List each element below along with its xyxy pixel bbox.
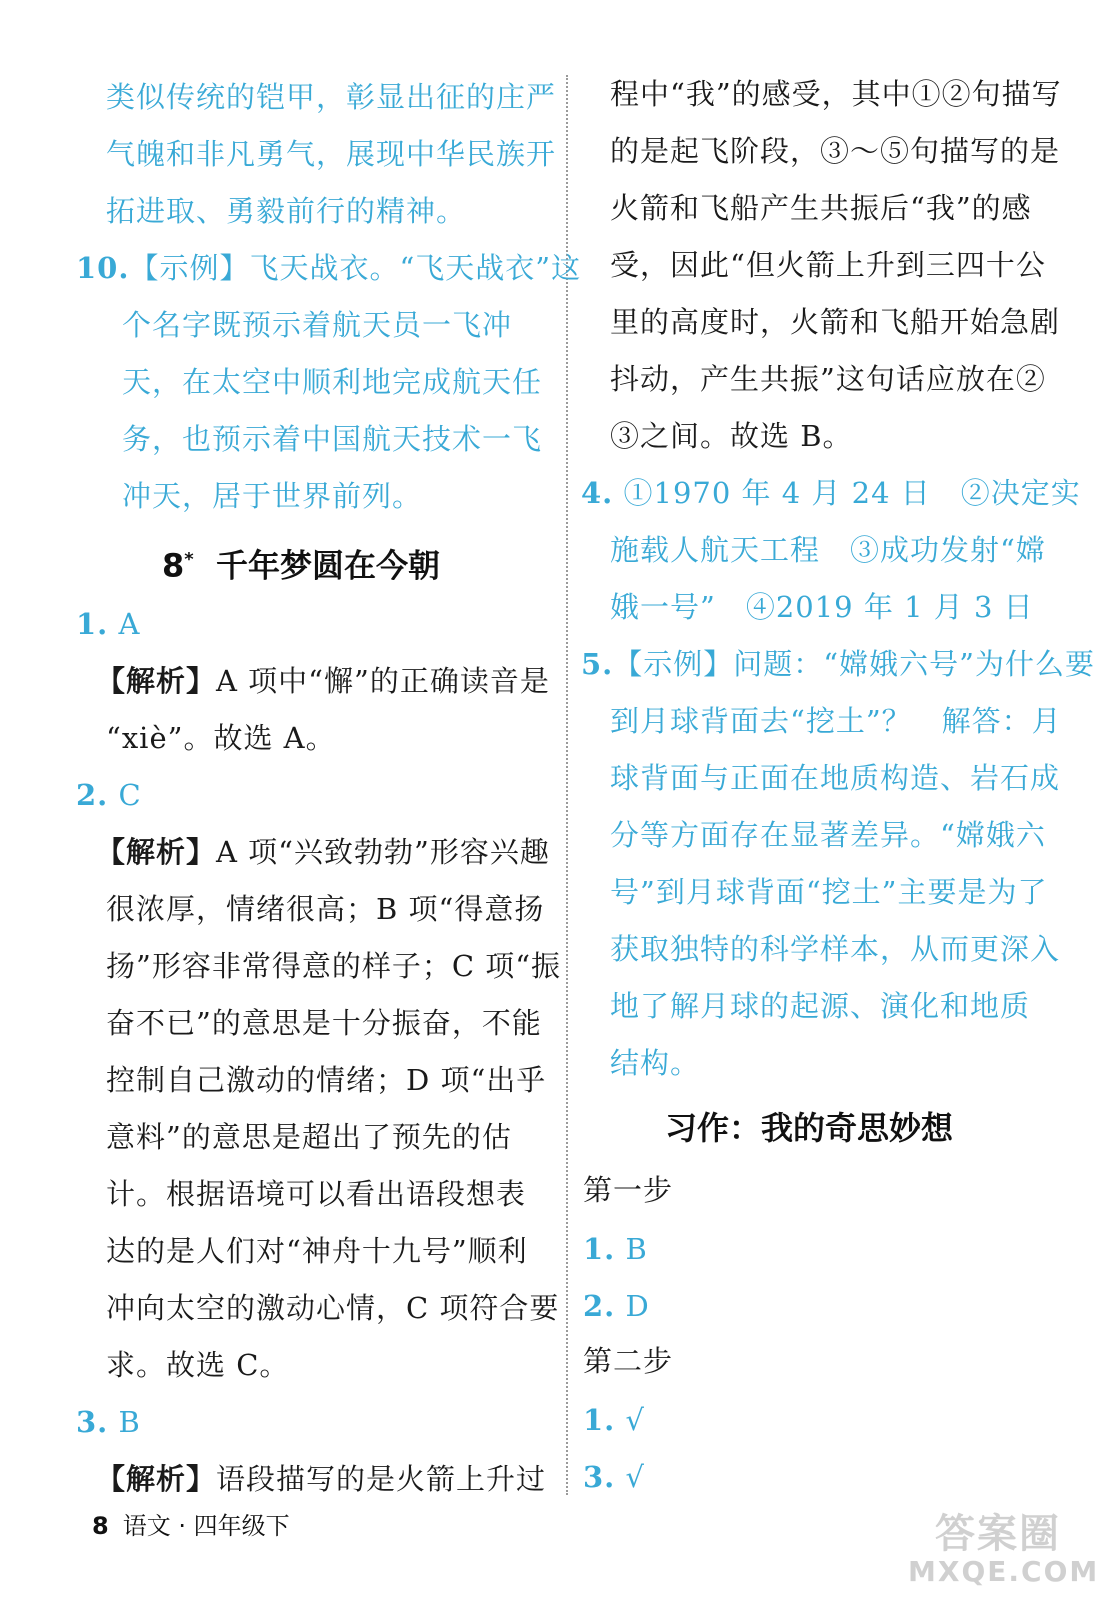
- question-number: 10.: [76, 251, 130, 285]
- analysis-text: A 项“兴致勃勃”形容兴趣: [216, 835, 550, 869]
- question-10: [76, 248, 581, 288]
- answer-line: 获取独特的科学样本，从而更深入: [610, 932, 1061, 966]
- page-number: 8: [92, 1512, 109, 1540]
- lesson-star: *: [184, 549, 194, 570]
- question-number: 1.: [583, 1403, 616, 1437]
- analysis-line: 奋不已”的意思是十分振奋，不能: [106, 1006, 542, 1040]
- question-number: 4.: [581, 476, 614, 510]
- answer-choice: C: [118, 778, 142, 812]
- analysis-tag: 【解析】: [96, 1462, 217, 1496]
- question-4: [581, 473, 1081, 513]
- answer-choice: B: [625, 1232, 648, 1266]
- analysis-line: [96, 661, 550, 701]
- step-item: [583, 1457, 645, 1497]
- step-label: 第二步: [583, 1344, 674, 1378]
- lesson-number: 8: [162, 546, 185, 585]
- right-cont-line: 受，因此“但火箭上升到三四十公: [610, 248, 1046, 282]
- answer-line: 到月球背面去“挖土”？ 解答：月: [610, 704, 1062, 738]
- subject-label: 语文 · 四年级下: [122, 1512, 290, 1540]
- right-cont-line: ③之间。故选 B。: [610, 419, 853, 453]
- left-cont-line: 拓进取、勇毅前行的精神。: [106, 194, 467, 228]
- answer-text: 问题：“嫦娥六号”为什么要: [733, 647, 1095, 681]
- analysis-line: 求。故选 C。: [106, 1348, 290, 1382]
- left-cont-line: 气魄和非凡勇气，展现中华民族开: [106, 137, 557, 171]
- example-tag: 【示例】: [129, 251, 250, 285]
- answer-choice: D: [625, 1289, 650, 1323]
- answer-line: 结构。: [610, 1046, 701, 1080]
- analysis-line: 计。根据语境可以看出语段想表: [106, 1177, 527, 1211]
- analysis-line: 扬”形容非常得意的样子；C 项“振: [106, 949, 562, 983]
- analysis-line: 很浓厚，情绪很高；B 项“得意扬: [106, 892, 545, 926]
- watermark-domain: MXQE.COM: [908, 1555, 1100, 1588]
- answer-line: 分等方面存在显著差异。“嫦娥六: [610, 818, 1046, 852]
- question-number: 5.: [581, 647, 614, 681]
- question-number: 3.: [583, 1460, 616, 1494]
- answer-choice: B: [118, 1405, 141, 1439]
- analysis-line: 达的是人们对“神舟十九号”顺利: [106, 1234, 528, 1268]
- answer-line: 地了解月球的起源、演化和地质: [610, 989, 1031, 1023]
- check-mark: √: [625, 1460, 645, 1494]
- right-cont-line: 里的高度时，火箭和飞船开始急剧: [610, 305, 1061, 339]
- question-1: [76, 604, 140, 644]
- writing-heading: 习作：我的奇思妙想: [665, 1109, 954, 1147]
- analysis-line: 冲向太空的激动心情，C 项符合要: [106, 1291, 560, 1325]
- example-tag: 【示例】: [613, 647, 734, 681]
- step-item: [583, 1286, 650, 1326]
- right-cont-line: 的是起飞阶段，③～⑤句描写的是: [610, 134, 1061, 168]
- site-watermark: [908, 1511, 1100, 1592]
- lesson-heading: [162, 538, 440, 588]
- check-mark: √: [625, 1403, 645, 1437]
- question-number: 1.: [583, 1232, 616, 1266]
- question-number: 3.: [76, 1405, 109, 1439]
- analysis-tag: 【解析】: [96, 835, 217, 869]
- question-3: [76, 1402, 141, 1442]
- analysis-line: [96, 832, 550, 872]
- answer-line: 施载人航天工程 ③成功发射“嫦: [610, 533, 1046, 567]
- page-footer: [92, 1506, 290, 1541]
- answer-text: 飞天战衣。“飞天战衣”这: [249, 251, 582, 285]
- analysis-line: [96, 1459, 546, 1499]
- question-5: [581, 644, 1095, 684]
- analysis-line: 意料”的意思是超出了预先的估: [106, 1120, 512, 1154]
- analysis-line: 控制自己激动的情绪；D 项“出乎: [106, 1063, 547, 1097]
- answer-choice: A: [118, 607, 141, 641]
- step-item: [583, 1400, 645, 1440]
- step-label: 第一步: [583, 1173, 674, 1207]
- lesson-title: 千年梦圆在今朝: [215, 546, 440, 585]
- analysis-tag: 【解析】: [96, 664, 217, 698]
- analysis-text: A 项中“懈”的正确读音是: [216, 664, 550, 698]
- left-cont-line: 类似传统的铠甲，彰显出征的庄严: [106, 80, 557, 114]
- answer-line: 个名字既预示着航天员一飞冲: [122, 308, 513, 342]
- question-number: 2.: [583, 1289, 616, 1323]
- answer-line: 天，在太空中顺利地完成航天任: [122, 365, 543, 399]
- right-cont-line: 抖动，产生共振”这句话应放在②: [610, 362, 1046, 396]
- column-divider: [566, 75, 568, 1495]
- analysis-line: “xiè”。故选 A。: [106, 721, 336, 755]
- question-number: 1.: [76, 607, 109, 641]
- analysis-text: 语段描写的是火箭上升过: [216, 1462, 547, 1496]
- right-cont-line: 程中“我”的感受，其中①②句描写: [610, 77, 1062, 111]
- question-2: [76, 775, 142, 815]
- question-number: 2.: [76, 778, 109, 812]
- step-item: [583, 1229, 648, 1269]
- answer-text: ①1970 年 4 月 24 日 ②决定实: [623, 476, 1081, 510]
- answer-line: 号”到月球背面“挖土”主要是为了: [610, 875, 1048, 909]
- watermark-logo-text: 答案圈: [935, 1511, 1061, 1557]
- right-cont-line: 火箭和飞船产生共振后“我”的感: [610, 191, 1032, 225]
- answer-line: 务，也预示着中国航天技术一飞: [122, 422, 543, 456]
- answer-line: 冲天，居于世界前列。: [122, 479, 423, 513]
- answer-line: 球背面与正面在地质构造、岩石成: [610, 761, 1061, 795]
- answer-line: 娥一号” ④2019 年 1 月 3 日: [610, 590, 1034, 624]
